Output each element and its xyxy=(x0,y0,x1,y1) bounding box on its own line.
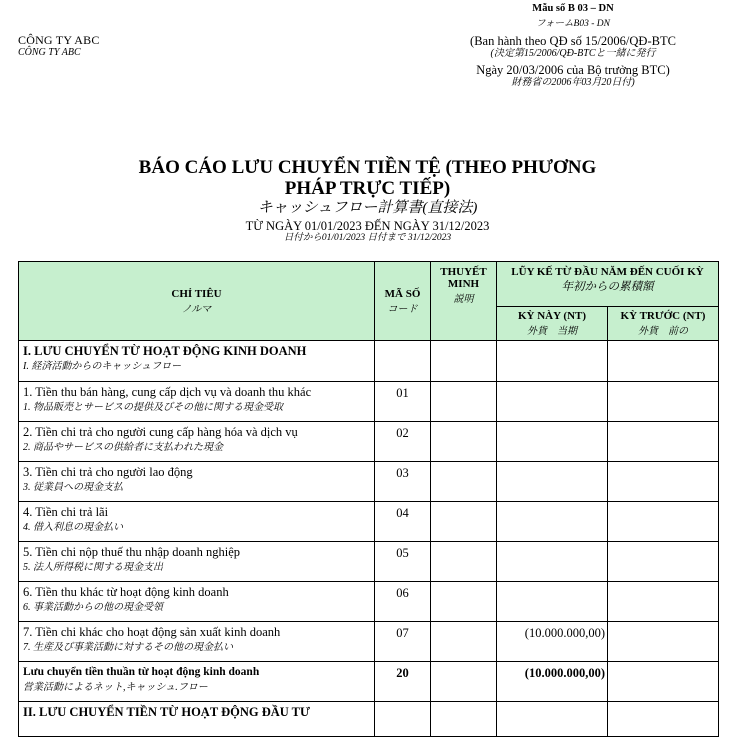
issue-date-jp: 財務省の2006年03月20日付) xyxy=(511,77,635,88)
header-previous-label-jp: 外貨 前の xyxy=(638,326,688,337)
row-current xyxy=(497,582,608,622)
row-previous xyxy=(608,422,719,462)
header-current-period xyxy=(497,307,608,341)
table-row xyxy=(19,502,719,542)
row-label-jp: 3. 従業員への現金支払 xyxy=(23,482,123,493)
header-accumulated-label: LŨY KẾ TỪ ĐẦU NĂM ĐẾN CUỐI KỲ xyxy=(511,266,704,278)
report-title-block xyxy=(0,157,735,244)
header-current-label-jp: 外貨 当期 xyxy=(527,326,577,337)
row-label: 7. Tiền chi khác cho hoạt động sản xuất kinh doanh xyxy=(23,625,281,639)
row-code: 06 xyxy=(375,582,431,622)
company-name: CÔNG TY ABC xyxy=(18,33,100,47)
row-code xyxy=(375,702,431,737)
header-item xyxy=(19,262,375,341)
row-code: 03 xyxy=(375,462,431,502)
header-code-label-jp: コード xyxy=(387,303,418,315)
row-note xyxy=(431,662,497,702)
header-previous-period xyxy=(608,307,719,341)
table-row xyxy=(19,422,719,462)
row-note xyxy=(431,542,497,582)
row-current xyxy=(497,341,608,382)
header-accumulated-label-jp: 年初からの累積額 xyxy=(561,281,654,293)
row-current xyxy=(497,382,608,422)
cash-flow-table xyxy=(18,261,719,737)
row-code: 02 xyxy=(375,422,431,462)
header-note-label-jp: 説明 xyxy=(453,294,474,305)
header-current-label: KỲ NÀY (NT) xyxy=(517,310,587,322)
row-code: 07 xyxy=(375,622,431,662)
row-previous xyxy=(608,622,719,662)
report-period: TỪ NGÀY 01/01/2023 ĐẾN NGÀY 31/12/2023 xyxy=(245,219,490,233)
issued-by: (Ban hành theo QĐ số 15/2006/QĐ-BTC xyxy=(470,34,676,48)
row-previous xyxy=(608,702,719,737)
row-label: 1. Tiền thu bán hàng, cung cấp dịch vụ và doanh thu khác xyxy=(23,385,312,399)
row-note xyxy=(431,382,497,422)
row-label: 4. Tiền chi trả lãi xyxy=(23,505,109,519)
header-item-label: CHỈ TIÊU xyxy=(171,287,222,300)
row-previous xyxy=(608,502,719,542)
report-title: BÁO CÁO LƯU CHUYỂN TIỀN TỆ (THEO PHƯƠNG PHÁP TRỰC TIẾP) xyxy=(138,157,597,199)
row-note xyxy=(431,622,497,662)
row-note xyxy=(431,702,497,737)
row-label-jp: 7. 生産及び事業活動に対するその他の現金払い xyxy=(23,642,233,653)
form-number: Mẫu số B 03 – DN xyxy=(532,3,614,14)
row-label: 6. Tiền thu khác từ hoạt động kinh doanh xyxy=(23,585,229,599)
row-label-jp: 1. 物品販売とサービスの提供及びその他に関する現金受取 xyxy=(23,402,283,413)
row-note xyxy=(431,422,497,462)
form-number-jp: フォームB03 - DN xyxy=(536,19,610,29)
row-previous xyxy=(608,662,719,702)
row-code: 05 xyxy=(375,542,431,582)
row-label: 5. Tiền chi nộp thuế thu nhập doanh nghiệp xyxy=(23,545,240,559)
table-row xyxy=(19,582,719,622)
table-row xyxy=(19,702,719,737)
issued-by-jp: (決定第15/2006/QĐ-BTCと一緒に発行 xyxy=(490,48,656,59)
header-note-label: THUYẾT MINH xyxy=(440,266,487,290)
row-note xyxy=(431,462,497,502)
header-code xyxy=(375,262,431,341)
row-previous xyxy=(608,382,719,422)
row-note xyxy=(431,341,497,382)
report-title-jp: キャッシュフロー計算書(直接法) xyxy=(257,200,478,216)
row-previous xyxy=(608,542,719,582)
row-label-jp: 6. 事業活動からの他の現金受領 xyxy=(23,602,163,613)
row-label: 2. Tiền chi trả cho người cung cấp hàng hóa và dịch vụ xyxy=(23,425,298,439)
row-previous xyxy=(608,462,719,502)
header-accumulated xyxy=(497,262,719,307)
row-code: 04 xyxy=(375,502,431,542)
row-label-jp: 2. 商品やサービスの供給者に支払われた現金 xyxy=(23,442,223,453)
report-period-jp: 日付から01/01/2023 日付まで 31/12/2023 xyxy=(283,233,452,243)
header-code-label: MÃ SỐ xyxy=(384,287,421,300)
row-note xyxy=(431,502,497,542)
table-row xyxy=(19,542,719,582)
issue-date: Ngày 20/03/2006 của Bộ trưởng BTC) xyxy=(476,63,670,77)
row-current xyxy=(497,462,608,502)
row-current: (10.000.000,00) xyxy=(497,662,608,702)
row-code: 01 xyxy=(375,382,431,422)
row-code: 20 xyxy=(375,662,431,702)
row-code xyxy=(375,341,431,382)
row-previous xyxy=(608,582,719,622)
row-note xyxy=(431,582,497,622)
row-label-jp: 4. 借入利息の現金払い xyxy=(23,522,123,533)
table-row xyxy=(19,382,719,422)
row-current: (10.000.000,00) xyxy=(497,622,608,662)
row-previous xyxy=(608,341,719,382)
row-current xyxy=(497,702,608,737)
table-row xyxy=(19,462,719,502)
table-row xyxy=(19,341,719,382)
row-current xyxy=(497,542,608,582)
row-label: I. LƯU CHUYỂN TỪ HOẠT ĐỘNG KINH DOANH xyxy=(23,344,307,358)
row-label-jp: 営業活動によるネット,キャッシュ.フロー xyxy=(23,682,208,693)
row-label-jp: I. 経済活動からのキャッシュフロー xyxy=(23,361,182,372)
row-current xyxy=(497,502,608,542)
row-current xyxy=(497,422,608,462)
header-note xyxy=(431,262,497,341)
table-row xyxy=(19,622,719,662)
row-label: 3. Tiền chi trả cho người lao động xyxy=(23,465,193,479)
row-label-jp: 5. 法人所得税に関する現金支出 xyxy=(23,562,163,573)
header-item-label-jp: ノルマ xyxy=(181,303,212,315)
row-label: II. LƯU CHUYỂN TIỀN TỪ HOẠT ĐỘNG ĐẦU TƯ xyxy=(23,705,310,719)
header-previous-label: KỲ TRƯỚC (NT) xyxy=(620,310,706,322)
row-label: Lưu chuyển tiền thuần từ hoạt động kinh doanh xyxy=(23,666,260,678)
company-name-jp: CÔNG TY ABC xyxy=(18,47,81,58)
table-row-subtotal xyxy=(19,662,719,702)
